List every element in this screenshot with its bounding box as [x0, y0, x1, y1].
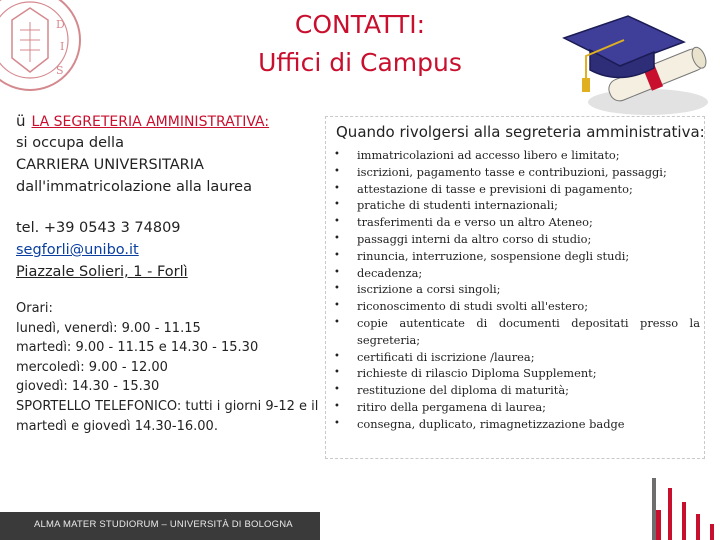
svg-text:D: D — [56, 18, 65, 31]
footer-text: ALMA MATER STUDIORUM – UNIVERSITÀ DI BOLOGNA — [34, 519, 293, 530]
bullet-icon: • — [334, 316, 340, 328]
bullet-icon: • — [334, 400, 340, 412]
office-address: Piazzale Solieri, 1 - Forlì — [16, 264, 188, 280]
university-seal-icon — [0, 0, 84, 98]
phone-service-hours: SPORTELLO TELEFONICO: tutti i giorni 9-12 e il martedì e giovedì 14.30-16.00. — [16, 398, 319, 434]
list-item-text: restituzione del diploma di maturità; — [357, 383, 569, 398]
panel-title: Quando rivolgersi alla segreteria amministrativa: — [336, 123, 705, 141]
list-item — [334, 248, 700, 265]
email-link[interactable]: segforli@unibo.it — [16, 242, 139, 258]
hours-title: Orari: — [16, 301, 53, 316]
bullet-icon: • — [334, 249, 340, 261]
list-item — [334, 349, 700, 366]
list-item-text: iscrizione a corsi singoli; — [357, 282, 501, 297]
hours-row: lunedì, venerdì: 9.00 - 11.15 — [16, 320, 201, 336]
list-item-text: certificati di iscrizione /laurea; — [357, 349, 535, 364]
list-item-text: rinuncia, interruzione, sospensione degli studi; — [357, 248, 630, 263]
description-line-2: CARRIERA UNIVERSITARIA — [16, 157, 204, 173]
bullet-icon: • — [334, 165, 340, 177]
list-item-text: riconoscimento di studi svolti all'estero; — [357, 299, 589, 314]
list-item — [334, 181, 700, 198]
list-item — [334, 382, 700, 399]
list-item — [334, 214, 700, 231]
when-to-contact-panel — [325, 116, 705, 459]
list-item — [334, 298, 700, 315]
list-item — [334, 281, 700, 298]
svg-text:I: I — [60, 40, 65, 53]
list-item — [334, 416, 700, 433]
segreteria-heading — [16, 112, 321, 131]
list-item-text: decadenza; — [357, 265, 423, 280]
bullet-icon: • — [334, 350, 340, 362]
hours-row: martedì: 9.00 - 11.15 e 14.30 - 15.30 — [16, 340, 259, 356]
bullet-icon: • — [334, 283, 340, 295]
bullet-icon: • — [334, 300, 340, 312]
office-hours — [16, 299, 321, 436]
list-item — [334, 164, 700, 181]
list-item-text: richieste di rilascio Diploma Supplement; — [357, 366, 597, 381]
list-item — [334, 315, 700, 349]
checkmark-icon: ü — [16, 112, 26, 130]
list-item — [334, 265, 700, 282]
footer-bar — [0, 512, 320, 540]
bullet-icon: • — [334, 367, 340, 379]
page-title-line1: CONTATTI: — [294, 10, 426, 39]
list-item-text: immatricolazioni ad accesso libero e limitato; — [357, 148, 620, 162]
services-list — [334, 147, 700, 433]
hours-row: giovedì: 14.30 - 15.30 — [16, 379, 160, 395]
list-item — [334, 147, 700, 164]
list-item-text: pratiche di studenti internazionali; — [357, 198, 558, 213]
svg-text:S: S — [56, 64, 64, 77]
bullet-icon: • — [334, 232, 340, 244]
bullet-icon: • — [334, 384, 340, 396]
description-line-3: dall'immatricolazione alla laurea — [16, 179, 252, 195]
list-item — [334, 399, 700, 416]
bullet-icon: • — [334, 417, 340, 429]
list-item-text: copie autenticate di documenti depositati presso la segreteria; — [357, 315, 700, 347]
bullet-icon: • — [334, 266, 340, 278]
red-vertical-bars-logo-icon — [646, 478, 720, 540]
bullet-icon: • — [334, 216, 340, 228]
list-item-text: attestazione di tasse e previsioni di pagamento; — [357, 181, 633, 196]
graduation-cap-diploma-icon — [546, 4, 714, 120]
list-item-text: ritiro della pergamena di laurea; — [357, 399, 546, 414]
hours-row: mercoledì: 9.00 - 12.00 — [16, 359, 168, 375]
left-column — [16, 112, 321, 436]
list-item-text: iscrizioni, pagamento tasse e contribuzioni, passaggi; — [357, 164, 667, 179]
page-title-line2: Uffici di Campus — [258, 48, 462, 77]
list-item-text: consegna, duplicato, rimagnetizzazione badge — [357, 416, 625, 431]
bullet-icon: • — [334, 199, 340, 211]
list-item-text: passaggi interni da altro corso di studio; — [357, 231, 592, 246]
list-item — [334, 365, 700, 382]
bullet-icon: • — [334, 149, 340, 160]
description-line-1: si occupa della — [16, 135, 124, 151]
list-item — [334, 197, 700, 214]
segreteria-heading-text: LA SEGRETERIA AMMINISTRATIVA: — [31, 114, 270, 130]
bullet-icon: • — [334, 182, 340, 194]
list-item-text: trasferimenti da e verso un altro Ateneo; — [357, 215, 593, 230]
list-item — [334, 231, 700, 248]
telephone-number: tel. +39 0543 3 74809 — [16, 220, 181, 236]
